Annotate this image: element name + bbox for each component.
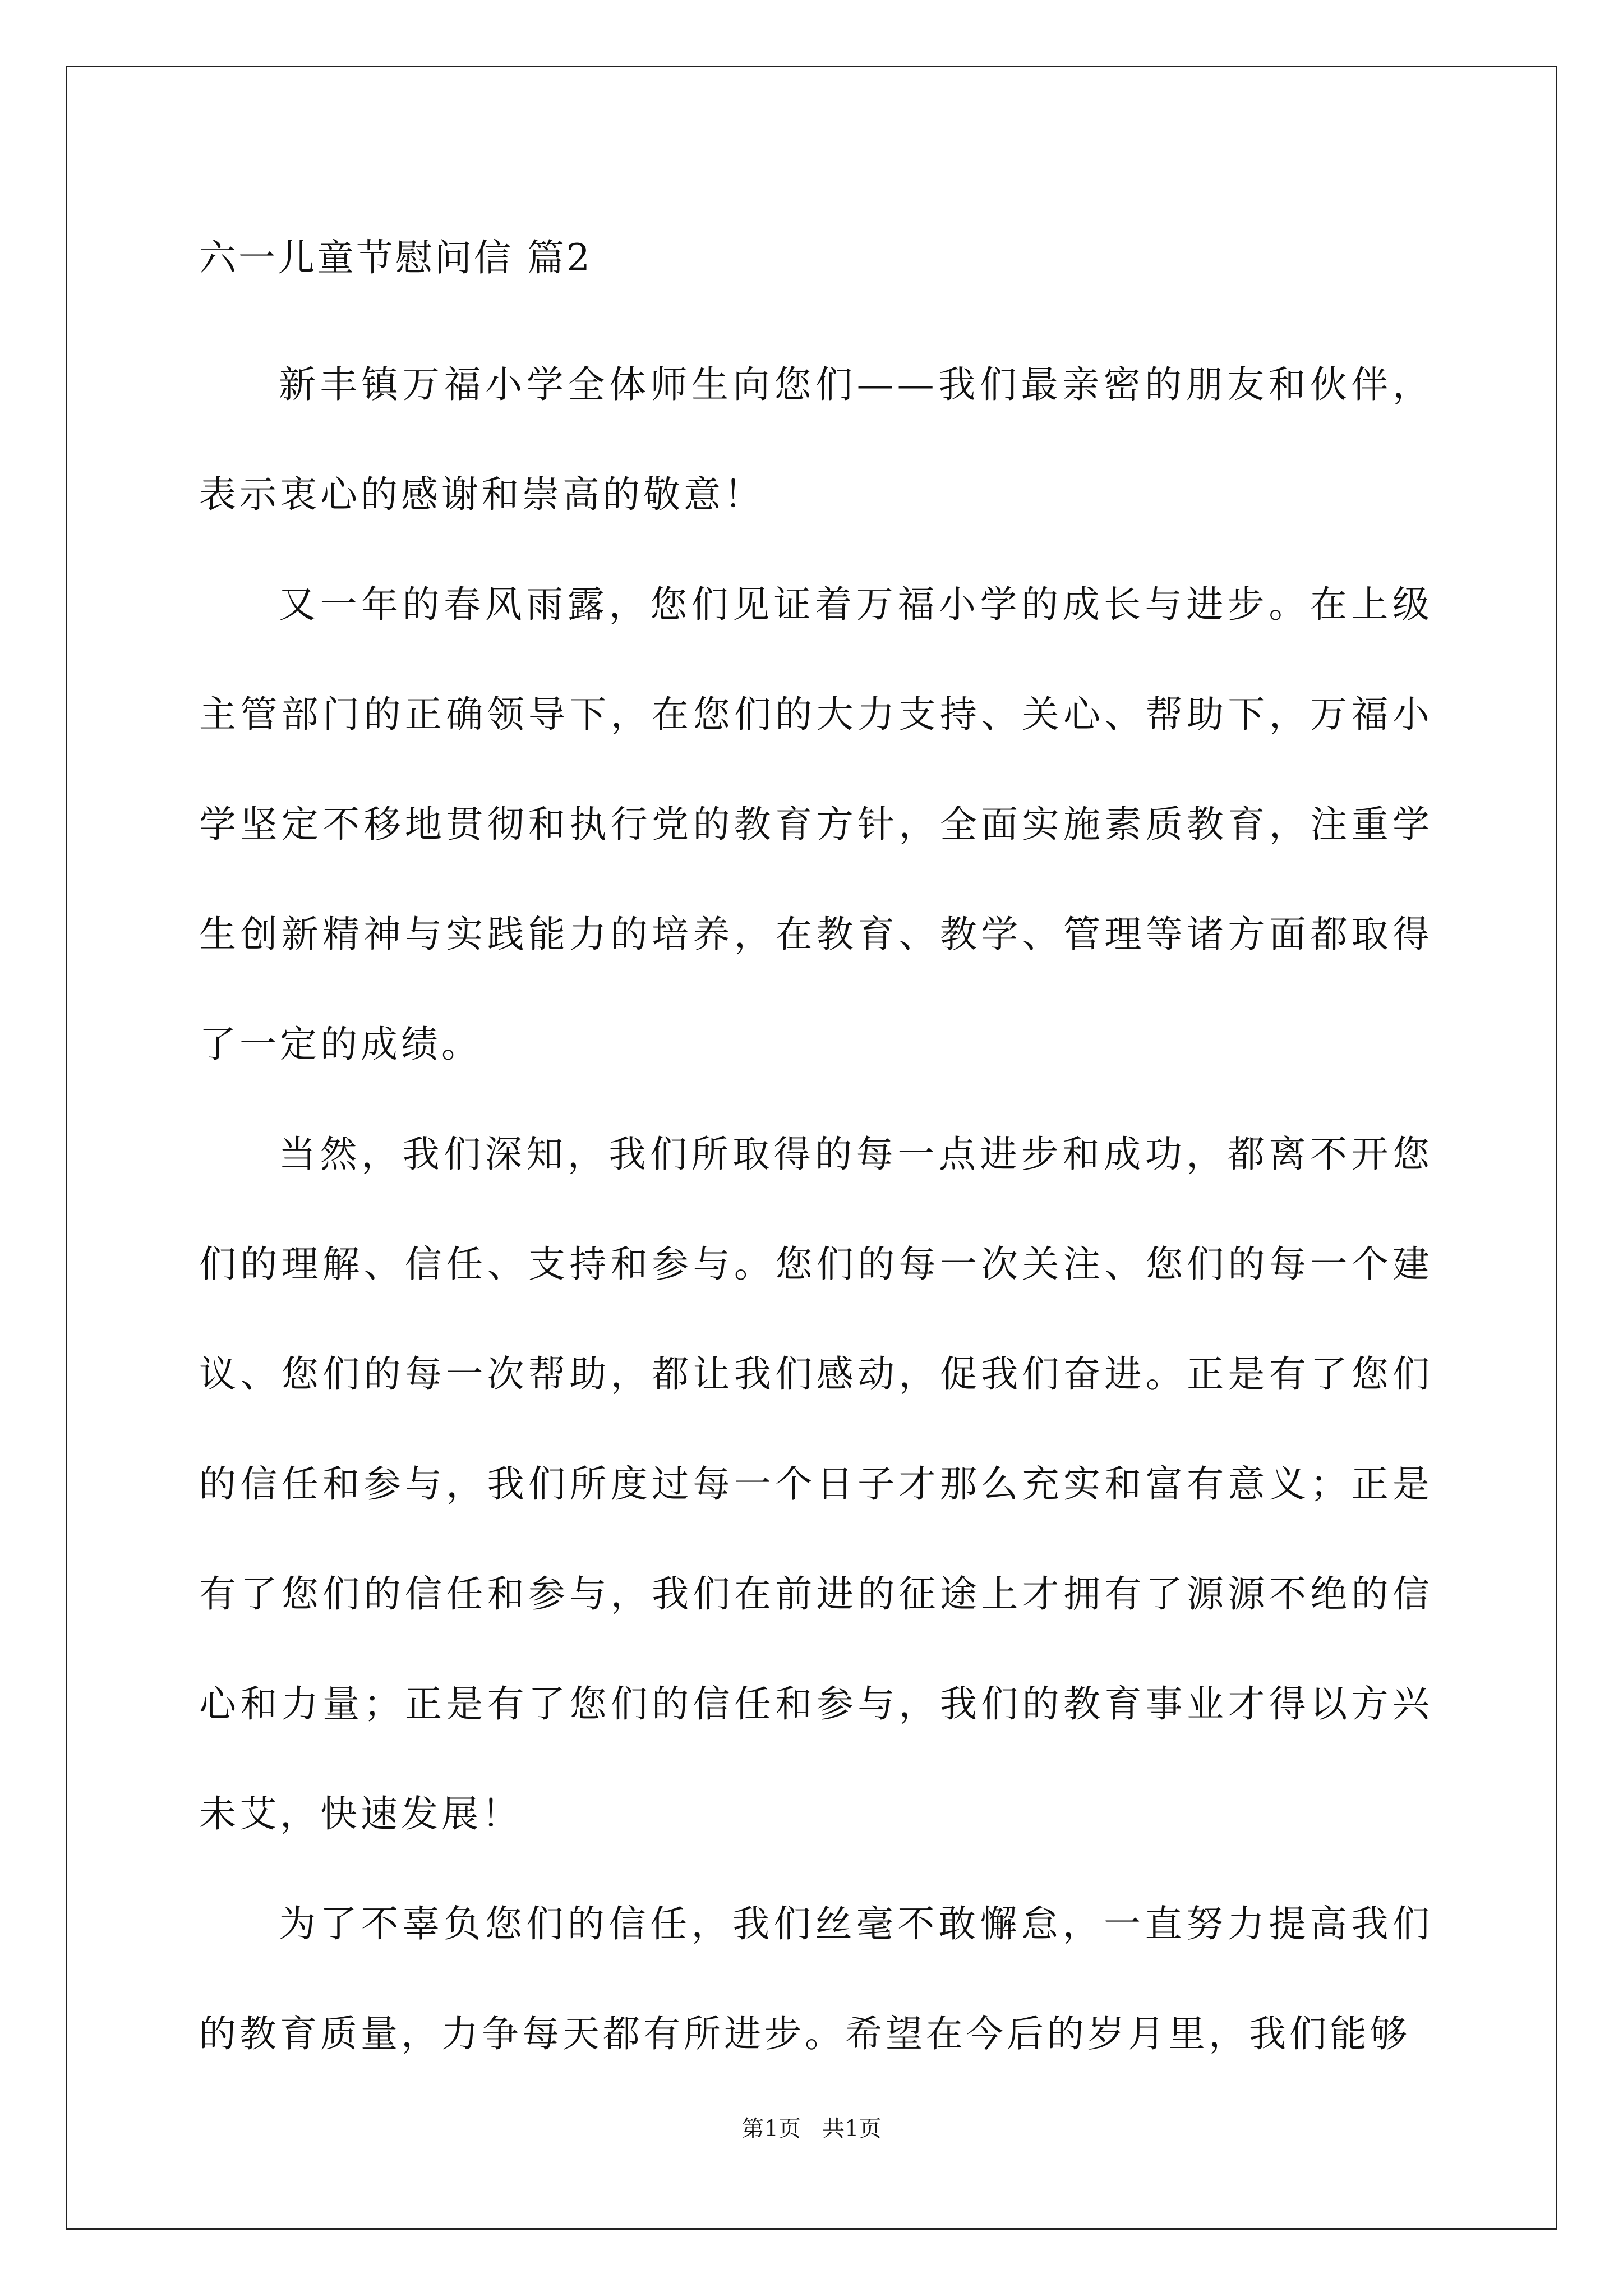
paragraph-4: 为了不辜负您们的信任，我们丝毫不敢懈怠，一直努力提高我们的教育质量，力争每天都有所进步。希望在今后的岁月里，我们能够 — [199, 1902, 1433, 2055]
document-body — [199, 219, 1433, 2089]
paragraph-1: 新丰镇万福小学全体师生向您们——我们最亲密的朋友和伙伴，表示衷心的感谢和崇高的敬意！ — [199, 363, 1433, 516]
paragraph-2: 又一年的春风雨露，您们见证着万福小学的成长与进步。在上级主管部门的正确领导下，在您们的大力支持、关心、帮助下，万福小学坚定不移地贯彻和执行党的教育方针，全面实施素质教育，注重学生创新精神与实践能力的培养，在教育、教学、管理等诸方面都取得了一定的成绩。 — [199, 583, 1433, 1066]
page-number-footer: 第1页 共1页 — [741, 2116, 882, 2142]
document-title: 六一儿童节慰问信 篇2 — [199, 236, 592, 279]
paragraph-3: 当然，我们深知，我们所取得的每一点进步和成功，都离不开您们的理解、信任、支持和参与。您们的每一次关注、您们的每一个建议、您们的每一次帮助，都让我们感动，促我们奋进。正是有了您们的信任和参与，我们所度过每一个日子才那么充实和富有意义；正是有了您们的信任和参与，我们在前进的征途上才拥有了源源不绝的信心和力量；正是有了您们的信任和参与，我们的教育事业才得以方兴未艾，快速发展！ — [199, 1133, 1433, 1835]
